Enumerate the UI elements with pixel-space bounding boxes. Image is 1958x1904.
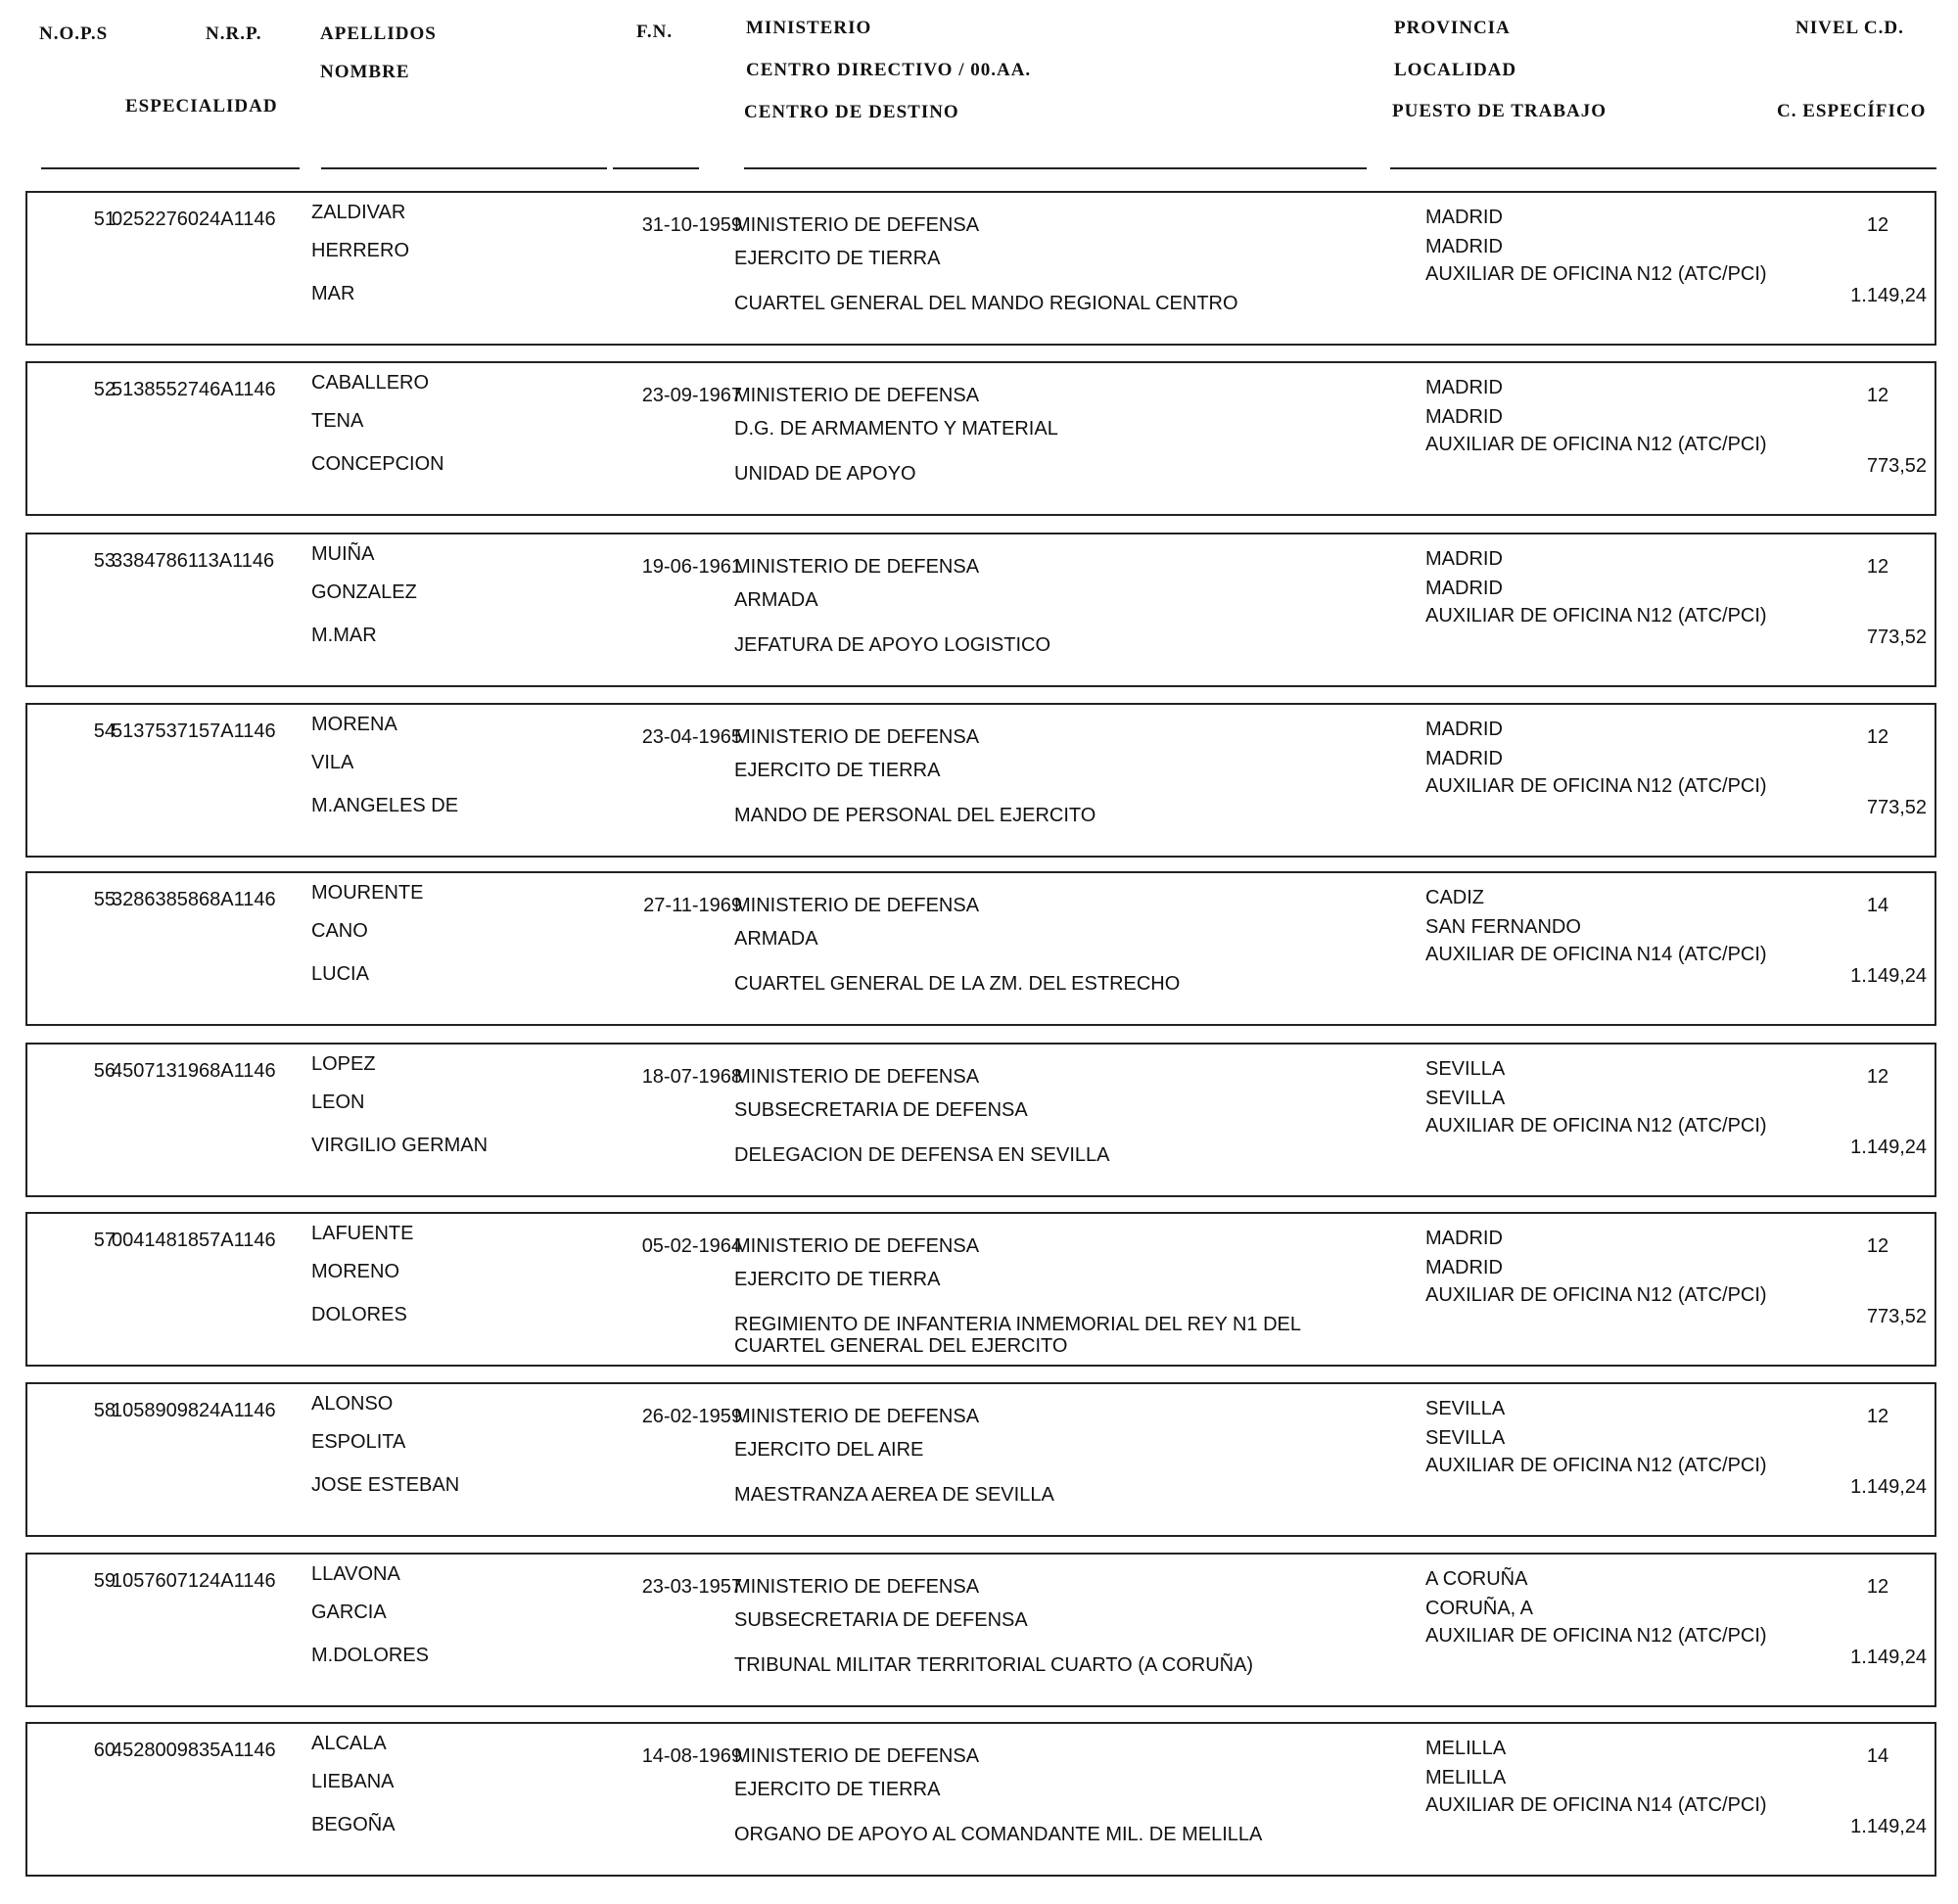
record-ministerio: MINISTERIO DE DEFENSA	[734, 1066, 980, 1088]
record-block	[25, 1553, 1936, 1707]
record-centro-destino: DELEGACION DE DEFENSA EN SEVILLA	[734, 1144, 1110, 1166]
record-nops: 51	[93, 209, 116, 230]
header-underline	[744, 167, 1367, 169]
record-nrp: 5138552746A1146	[112, 379, 276, 400]
record-provincia: MADRID	[1425, 1228, 1503, 1249]
record-centro-destino: TRIBUNAL MILITAR TERRITORIAL CUARTO (A CORUÑA)	[734, 1654, 1254, 1676]
record-apellido-2: GONZALEZ	[311, 581, 417, 603]
record-block	[25, 361, 1936, 516]
record-block	[25, 871, 1936, 1026]
record-nombre: LUCIA	[311, 963, 369, 985]
record-provincia: SEVILLA	[1425, 1398, 1506, 1419]
record-centro-destino: CUARTEL GENERAL DE LA ZM. DEL ESTRECHO	[734, 973, 1181, 995]
record-puesto: AUXILIAR DE OFICINA N14 (ATC/PCI)	[1425, 1794, 1767, 1816]
record-centro-directivo: ARMADA	[734, 589, 818, 611]
record-nivel-cd: 14	[1866, 1745, 1889, 1767]
record-nombre: BEGOÑA	[311, 1814, 396, 1835]
record-localidad: MADRID	[1425, 1257, 1503, 1278]
record-localidad: MADRID	[1425, 578, 1503, 599]
record-centro-destino: MAESTRANZA AEREA DE SEVILLA	[734, 1484, 1054, 1506]
record-nops: 59	[93, 1570, 116, 1592]
record-apellido-1: ZALDIVAR	[311, 202, 406, 223]
record-localidad: CORUÑA, A	[1425, 1598, 1534, 1619]
record-centro-destino-2: CUARTEL GENERAL DEL EJERCITO	[734, 1335, 1068, 1357]
record-provincia: SEVILLA	[1425, 1058, 1506, 1080]
record-complemento: 1.149,24	[1850, 1137, 1927, 1158]
record-apellido-1: LAFUENTE	[311, 1223, 414, 1244]
record-apellido-1: ALCALA	[311, 1733, 387, 1754]
record-centro-destino: UNIDAD DE APOYO	[734, 463, 916, 485]
record-centro-directivo: SUBSECRETARIA DE DEFENSA	[734, 1099, 1028, 1121]
record-apellido-1: MORENA	[311, 714, 397, 735]
record-provincia: MADRID	[1425, 548, 1503, 570]
record-complemento: 773,52	[1866, 455, 1927, 477]
record-complemento: 1.149,24	[1850, 1647, 1927, 1668]
record-localidad: SAN FERNANDO	[1425, 916, 1581, 938]
record-puesto: AUXILIAR DE OFICINA N14 (ATC/PCI)	[1425, 944, 1767, 965]
record-complemento: 773,52	[1866, 1306, 1927, 1327]
record-fecha-nacimiento: 05-02-1964	[641, 1235, 742, 1257]
record-block	[25, 1382, 1936, 1537]
record-block	[25, 1722, 1936, 1877]
header-puesto: PUESTO DE TRABAJO	[1392, 101, 1608, 121]
record-nops: 58	[93, 1400, 116, 1421]
record-apellido-1: ALONSO	[311, 1393, 394, 1415]
record-apellido-1: LLAVONA	[311, 1563, 400, 1585]
record-nivel-cd: 12	[1866, 385, 1889, 406]
record-nivel-cd: 12	[1866, 214, 1889, 236]
record-nivel-cd: 12	[1866, 1406, 1889, 1427]
record-complemento: 1.149,24	[1850, 285, 1927, 306]
record-nrp: 4528009835A1146	[112, 1740, 276, 1761]
record-ministerio: MINISTERIO DE DEFENSA	[734, 1235, 980, 1257]
record-fecha-nacimiento: 19-06-1961	[641, 556, 742, 578]
record-centro-destino: MANDO DE PERSONAL DEL EJERCITO	[734, 805, 1096, 826]
record-nombre: VIRGILIO GERMAN	[311, 1135, 489, 1156]
record-nivel-cd: 12	[1866, 1576, 1889, 1598]
record-ministerio: MINISTERIO DE DEFENSA	[734, 1406, 980, 1427]
header-nombre: NOMBRE	[320, 62, 410, 82]
record-nrp: 1057607124A1146	[112, 1570, 276, 1592]
record-nops: 57	[93, 1230, 116, 1251]
record-nrp: 4507131968A1146	[112, 1060, 276, 1082]
header-ministerio: MINISTERIO	[746, 18, 872, 38]
record-ministerio: MINISTERIO DE DEFENSA	[734, 556, 980, 578]
record-block	[25, 703, 1936, 858]
record-apellido-2: LEON	[311, 1091, 365, 1113]
record-nombre: JOSE ESTEBAN	[311, 1474, 460, 1496]
record-nops: 54	[93, 720, 116, 742]
record-provincia: MELILLA	[1425, 1738, 1507, 1759]
record-nrp: 3384786113A1146	[112, 550, 275, 572]
record-ministerio: MINISTERIO DE DEFENSA	[734, 726, 980, 748]
record-provincia: MADRID	[1425, 377, 1503, 398]
record-fecha-nacimiento: 23-03-1957	[641, 1576, 742, 1598]
record-fecha-nacimiento: 23-09-1967	[641, 385, 742, 406]
record-nrp: 3286385868A1146	[112, 889, 276, 910]
record-nombre: MAR	[311, 283, 355, 304]
header-especifico: C. ESPECÍFICO	[1777, 101, 1927, 121]
header-especialidad: ESPECIALIDAD	[125, 96, 278, 116]
record-complemento: 773,52	[1866, 797, 1927, 818]
record-puesto: AUXILIAR DE OFICINA N12 (ATC/PCI)	[1425, 775, 1767, 797]
record-puesto: AUXILIAR DE OFICINA N12 (ATC/PCI)	[1425, 1284, 1767, 1306]
record-ministerio: MINISTERIO DE DEFENSA	[734, 895, 980, 916]
record-apellido-2: GARCIA	[311, 1602, 387, 1623]
record-fecha-nacimiento: 27-11-1969	[643, 895, 742, 916]
header-apellidos: APELLIDOS	[320, 23, 437, 44]
record-nops: 60	[93, 1740, 116, 1761]
record-nops: 52	[93, 379, 116, 400]
record-complemento: 1.149,24	[1850, 1476, 1927, 1498]
record-localidad: SEVILLA	[1425, 1427, 1506, 1449]
record-provincia: A CORUÑA	[1425, 1568, 1528, 1590]
record-centro-directivo: EJERCITO DE TIERRA	[734, 760, 941, 781]
record-fecha-nacimiento: 18-07-1968	[641, 1066, 742, 1088]
record-centro-directivo: D.G. DE ARMAMENTO Y MATERIAL	[734, 418, 1058, 440]
record-nivel-cd: 14	[1866, 895, 1889, 916]
record-centro-destino: ORGANO DE APOYO AL COMANDANTE MIL. DE MELILLA	[734, 1824, 1263, 1845]
record-block	[25, 191, 1936, 346]
record-centro-directivo: EJERCITO DE TIERRA	[734, 1269, 941, 1290]
record-puesto: AUXILIAR DE OFICINA N12 (ATC/PCI)	[1425, 263, 1767, 285]
record-puesto: AUXILIAR DE OFICINA N12 (ATC/PCI)	[1425, 434, 1767, 455]
record-puesto: AUXILIAR DE OFICINA N12 (ATC/PCI)	[1425, 605, 1767, 627]
record-nombre: M.ANGELES DE	[311, 795, 459, 816]
record-centro-destino: JEFATURA DE APOYO LOGISTICO	[734, 634, 1051, 656]
record-apellido-2: HERRERO	[311, 240, 410, 261]
record-block	[25, 1212, 1936, 1367]
record-centro-directivo: EJERCITO DE TIERRA	[734, 248, 941, 269]
record-centro-destino: REGIMIENTO DE INFANTERIA INMEMORIAL DEL REY N1 DEL	[734, 1314, 1302, 1335]
header-provincia: PROVINCIA	[1394, 18, 1511, 38]
record-apellido-1: MOURENTE	[311, 882, 424, 904]
record-puesto: AUXILIAR DE OFICINA N12 (ATC/PCI)	[1425, 1455, 1767, 1476]
record-localidad: MELILLA	[1425, 1767, 1507, 1788]
record-ministerio: MINISTERIO DE DEFENSA	[734, 385, 980, 406]
record-apellido-2: TENA	[311, 410, 364, 432]
record-puesto: AUXILIAR DE OFICINA N12 (ATC/PCI)	[1425, 1115, 1767, 1137]
record-provincia: MADRID	[1425, 719, 1503, 740]
header-underline	[321, 167, 607, 169]
record-block	[25, 533, 1936, 687]
record-nops: 53	[93, 550, 116, 572]
record-complemento: 1.149,24	[1850, 1816, 1927, 1837]
record-centro-directivo: ARMADA	[734, 928, 818, 950]
record-centro-directivo: EJERCITO DEL AIRE	[734, 1439, 924, 1461]
record-provincia: MADRID	[1425, 207, 1503, 228]
header-localidad: LOCALIDAD	[1394, 60, 1517, 80]
header-underline	[41, 167, 300, 169]
record-complemento: 773,52	[1866, 627, 1927, 648]
record-puesto: AUXILIAR DE OFICINA N12 (ATC/PCI)	[1425, 1625, 1767, 1647]
record-nombre: CONCEPCION	[311, 453, 444, 475]
header-nrp: N.R.P.	[206, 23, 262, 44]
record-localidad: MADRID	[1425, 236, 1503, 257]
record-apellido-2: CANO	[311, 920, 368, 942]
record-nops: 55	[93, 889, 116, 910]
record-nops: 56	[93, 1060, 116, 1082]
record-apellido-1: MUIÑA	[311, 543, 375, 565]
record-apellido-1: CABALLERO	[311, 372, 430, 394]
record-localidad: SEVILLA	[1425, 1088, 1506, 1109]
record-apellido-2: MORENO	[311, 1261, 399, 1282]
record-centro-directivo: EJERCITO DE TIERRA	[734, 1779, 941, 1800]
header-underline	[1390, 167, 1936, 169]
record-nrp: 0252276024A1146	[112, 209, 276, 230]
record-nivel-cd: 12	[1866, 1066, 1889, 1088]
record-localidad: MADRID	[1425, 406, 1503, 428]
record-apellido-2: LIEBANA	[311, 1771, 395, 1792]
record-nrp: 1058909824A1146	[112, 1400, 276, 1421]
record-ministerio: MINISTERIO DE DEFENSA	[734, 1576, 980, 1598]
record-nivel-cd: 12	[1866, 1235, 1889, 1257]
record-nombre: DOLORES	[311, 1304, 407, 1325]
record-centro-destino: CUARTEL GENERAL DEL MANDO REGIONAL CENTRO	[734, 293, 1238, 314]
record-complemento: 1.149,24	[1850, 965, 1927, 987]
record-fecha-nacimiento: 26-02-1959	[641, 1406, 742, 1427]
record-nivel-cd: 12	[1866, 726, 1889, 748]
record-apellido-2: VILA	[311, 752, 354, 773]
record-ministerio: MINISTERIO DE DEFENSA	[734, 214, 980, 236]
record-nombre: M.DOLORES	[311, 1645, 430, 1666]
record-fecha-nacimiento: 14-08-1969	[641, 1745, 742, 1767]
record-fecha-nacimiento: 23-04-1965	[641, 726, 742, 748]
header-underline	[613, 167, 699, 169]
header-centro-directivo: CENTRO DIRECTIVO / 00.AA.	[746, 60, 1032, 80]
header-nivel: NIVEL C.D.	[1795, 18, 1904, 38]
record-block	[25, 1043, 1936, 1197]
header-centro-destino: CENTRO DE DESTINO	[744, 102, 959, 122]
record-apellido-2: ESPOLITA	[311, 1431, 406, 1453]
header-nops: N.O.P.S	[39, 23, 109, 44]
record-nrp: 5137537157A1146	[112, 720, 276, 742]
header-fn: F.N.	[636, 22, 674, 42]
record-fecha-nacimiento: 31-10-1959	[641, 214, 742, 236]
record-centro-directivo: SUBSECRETARIA DE DEFENSA	[734, 1609, 1028, 1631]
record-nombre: M.MAR	[311, 625, 377, 646]
record-nivel-cd: 12	[1866, 556, 1889, 578]
record-localidad: MADRID	[1425, 748, 1503, 769]
record-apellido-1: LOPEZ	[311, 1053, 376, 1075]
record-ministerio: MINISTERIO DE DEFENSA	[734, 1745, 980, 1767]
record-provincia: CADIZ	[1425, 887, 1484, 908]
record-nrp: 0041481857A1146	[112, 1230, 276, 1251]
